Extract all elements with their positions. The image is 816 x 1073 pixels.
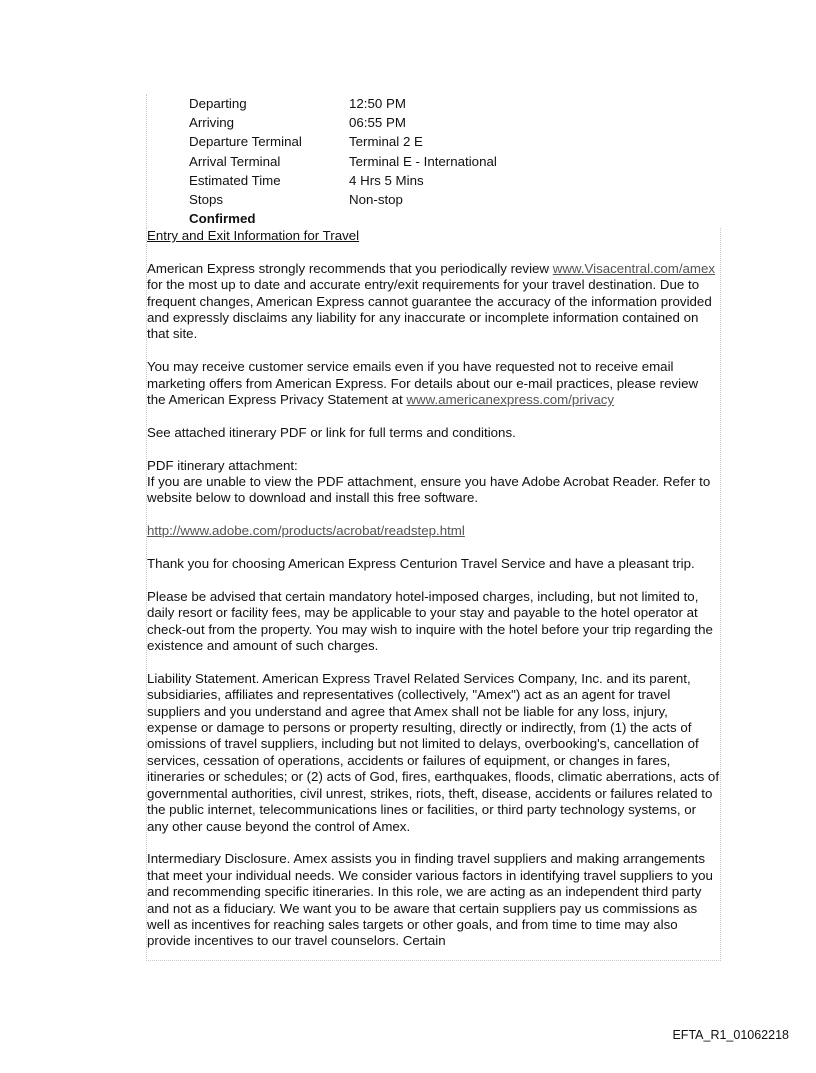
adobe-paragraph	[147, 523, 720, 539]
email-paragraph	[147, 359, 720, 408]
row-value: Terminal 2 E	[349, 134, 423, 150]
flight-row-arriving	[147, 113, 727, 132]
row-label: Arriving	[189, 115, 235, 131]
flight-row-departing	[147, 94, 727, 113]
visacentral-link[interactable]: www.Visacentral.com/amex	[552, 260, 716, 276]
liability-paragraph: Liability Statement. American Express Travel Related Services Company, Inc. and its parent, subsidiaries, affiliates and representatives (collectively, "Amex") act as an agent for travel suppliers and you understand and agree that Amex shall not be liable for any loss, injury, expense or damage to persons or property resulting, directly or indirectly, from (1) the acts of omissions of travel suppliers, including but not limited to delays, overbooking's, cancellation of services, cessation of operations, accidents or failures of equipment, or changes in fares, itineraries or schedules; or (2) acts of God, fires, earthquakes, floods, climatic aberrations, acts of governmental authorities, civil unrest, strikes, riots, theft, disease, accidents or failures related to the public internet, telecommunications lines or facilities, or third party technology systems, or any other cause beyond the control of Amex.	[147, 670, 720, 834]
row-value: 12:50 PM	[349, 96, 406, 111]
flight-row-estimated-time	[147, 171, 727, 190]
row-label: Estimated Time	[189, 172, 281, 188]
pdf-heading: PDF itinerary attachment:	[147, 457, 298, 473]
section-title: Entry and Exit Information for Travel	[147, 228, 360, 243]
row-label: Departing	[189, 96, 247, 111]
pdf-body: If you are unable to view the PDF attachment, ensure you have Adobe Acrobat Reader. Refer to website below to download and install this free software.	[147, 474, 711, 506]
row-value: Terminal E - International	[349, 153, 497, 169]
flight-row-departure-terminal	[147, 132, 727, 151]
email-text: You may receive customer service emails even if you have requested not to receive email marketing offers from American Express. For details about our e-mail practices, please review the American Express Privacy Statement at	[147, 359, 699, 408]
row-label: Stops	[189, 191, 224, 207]
privacy-link[interactable]: www.americanexpress.com/privacy	[406, 392, 615, 408]
booking-status: Confirmed	[189, 211, 256, 227]
pdf-paragraph	[147, 458, 720, 507]
row-value: Non-stop	[349, 191, 403, 207]
row-value: 06:55 PM	[349, 115, 406, 131]
intermediary-paragraph: Intermediary Disclosure. Amex assists you in finding travel suppliers and making arrangements that meet your individual needs. We consider various factors in identifying travel suppliers to you and recommending specific itineraries. In this role, we are acting as an independent third party and not as a fiduciary. We want you to be aware that certain suppliers pay us commissions as well as incentives for reaching sales targets or other goals, and from time to time may also provide incentives to our travel counselors. Certain	[147, 851, 713, 949]
flight-row-stops	[147, 190, 727, 209]
terms-section	[146, 228, 721, 961]
itinerary-paragraph: See attached itinerary PDF or link for full terms and conditions.	[147, 424, 516, 440]
flight-details	[146, 94, 727, 228]
row-value: 4 Hrs 5 Mins	[349, 172, 424, 188]
document-id: EFTA_R1_01062218	[672, 1028, 789, 1042]
hotel-charges-paragraph: Please be advised that certain mandatory hotel-imposed charges, including, but not limited to, daily resort or facility fees, may be applicable to your stay and payable to the hotel operator at check-out from the property. You may wish to inquire with the hotel before your trip regarding the existence and amount of such charges.	[147, 588, 713, 654]
flight-row-arrival-terminal	[147, 152, 727, 171]
adobe-link[interactable]: http://www.adobe.com/products/acrobat/readstep.html	[147, 523, 465, 539]
row-label: Departure Terminal	[189, 134, 302, 150]
visa-text-post: for the most up to date and accurate entry/exit requirements for your travel destination. Due to frequent changes, American Express cannot guarantee the accuracy of the information provided and expressly disclaims any liability for any inaccurate or incomplete information contained on that site.	[147, 277, 712, 342]
visa-paragraph	[147, 261, 720, 343]
thanks-paragraph: Thank you for choosing American Express Centurion Travel Service and have a pleasant trip.	[147, 556, 695, 572]
visa-text-pre: American Express strongly recommends that you periodically review	[147, 260, 553, 276]
row-label: Arrival Terminal	[189, 153, 281, 169]
